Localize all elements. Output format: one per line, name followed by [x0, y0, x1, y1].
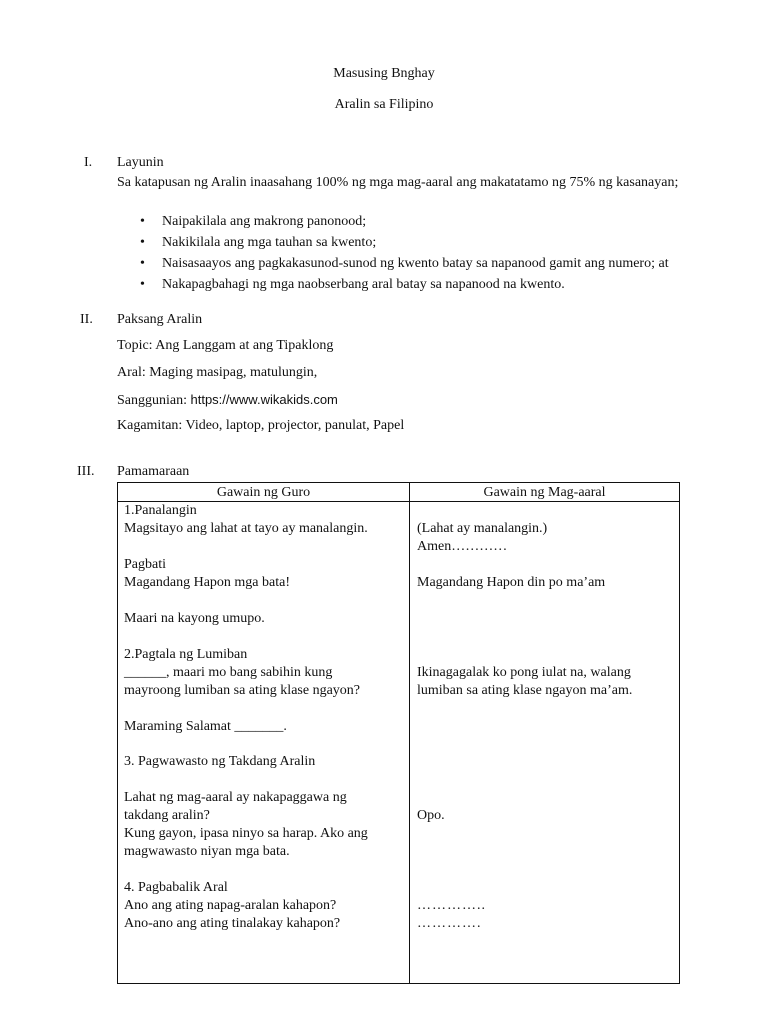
bullet-icon: • [140, 256, 145, 271]
list-item [140, 232, 669, 253]
aral-line: Aral: Maging masipag, matulungin, [117, 365, 318, 380]
guro-line: Ano ang ating napag-aralan kahapon? [124, 898, 337, 913]
document-subtitle: Aralin sa Filipino [334, 97, 434, 112]
topic-line: Topic: Ang Langgam at ang Tipaklong [117, 338, 334, 353]
section-2-heading: Paksang Aralin [117, 312, 203, 327]
magaaral-line: Ikinagagalak ko pong iulat na, walang [417, 665, 631, 680]
section-1-intro: Sa katapusan ng Aralin inaasahang 100% ng mga mag-aaral ang makatatamo ng 75% ng kasanayan; [117, 175, 679, 190]
guro-line: Magandang Hapon mga bata! [124, 575, 290, 590]
sanggunian-line [117, 392, 338, 409]
guro-line: takdang aralin? [124, 808, 210, 823]
magaaral-line: Opo. [417, 808, 445, 823]
guro-line: ______, maari mo bang sabihin kung [124, 665, 333, 680]
guro-line: Maraming Salamat _______. [124, 719, 287, 734]
bullet-icon: • [140, 214, 145, 229]
magaaral-line: lumiban sa ating klase ngayon ma’am. [417, 683, 633, 698]
sanggunian-link[interactable]: https://www.wikakids.com [190, 392, 338, 407]
guro-line: 4. Pagbabalik Aral [124, 880, 228, 895]
list-item [140, 211, 669, 232]
list-item [140, 274, 669, 295]
procedure-table [117, 482, 680, 984]
guro-line: Magsitayo ang lahat at tayo ay manalangin. [124, 521, 368, 536]
magaaral-line: Magandang Hapon din po ma’am [417, 575, 606, 590]
table-header-row [118, 483, 680, 502]
objectives-list [140, 211, 669, 295]
section-2-numeral: II. [80, 312, 93, 327]
column-header-guro: Gawain ng Guro [118, 483, 410, 502]
magaaral-line: ………….. [417, 898, 486, 913]
magaaral-line: (Lahat ay manalangin.) [417, 521, 548, 536]
guro-line: Pagbati [124, 557, 166, 572]
guro-line: Ano-ano ang ating tinalakay kahapon? [124, 916, 341, 931]
guro-line: Maari na kayong umupo. [124, 611, 265, 626]
magaaral-cell [410, 502, 680, 984]
guro-line: Kung gayon, ipasa ninyo sa harap. Ako ang [124, 826, 368, 841]
guro-line: 1.Panalangin [124, 503, 197, 518]
column-header-magaaral: Gawain ng Mag-aaral [410, 483, 680, 502]
section-3-numeral: III. [77, 464, 95, 479]
magaaral-line: Amen………… [417, 539, 508, 554]
guro-line: 2.Pagtala ng Lumiban [124, 647, 248, 662]
section-1-numeral: I. [84, 155, 93, 170]
bullet-icon: • [140, 277, 145, 292]
kagamitan-line: Kagamitan: Video, laptop, projector, panulat, Papel [117, 418, 405, 433]
magaaral-line: …………. [417, 916, 482, 931]
objective-text: Naisasaayos ang pagkakasunod-sunod ng kwento batay sa napanood gamit ang numero; at [162, 256, 669, 271]
section-1-heading: Layunin [117, 155, 164, 170]
guro-line: mayroong lumiban sa ating klase ngayon? [124, 683, 360, 698]
guro-line: magwawasto niyan mga bata. [124, 844, 290, 859]
guro-line: Lahat ng mag-aaral ay nakapaggawa ng [124, 790, 347, 805]
objective-text: Nakikilala ang mga tauhan sa kwento; [162, 235, 377, 250]
bullet-icon: • [140, 235, 145, 250]
section-3-heading: Pamamaraan [117, 464, 190, 479]
sanggunian-label: Sanggunian: [117, 393, 191, 408]
guro-cell [118, 502, 410, 984]
document-title: Masusing Bnghay [333, 66, 435, 81]
guro-line: 3. Pagwawasto ng Takdang Aralin [124, 754, 316, 769]
objective-text: Naipakilala ang makrong panonood; [162, 214, 367, 229]
table-row [118, 502, 680, 984]
list-item [140, 253, 669, 274]
objective-text: Nakapagbahagi ng mga naobserbang aral batay sa napanood na kwento. [162, 277, 565, 292]
